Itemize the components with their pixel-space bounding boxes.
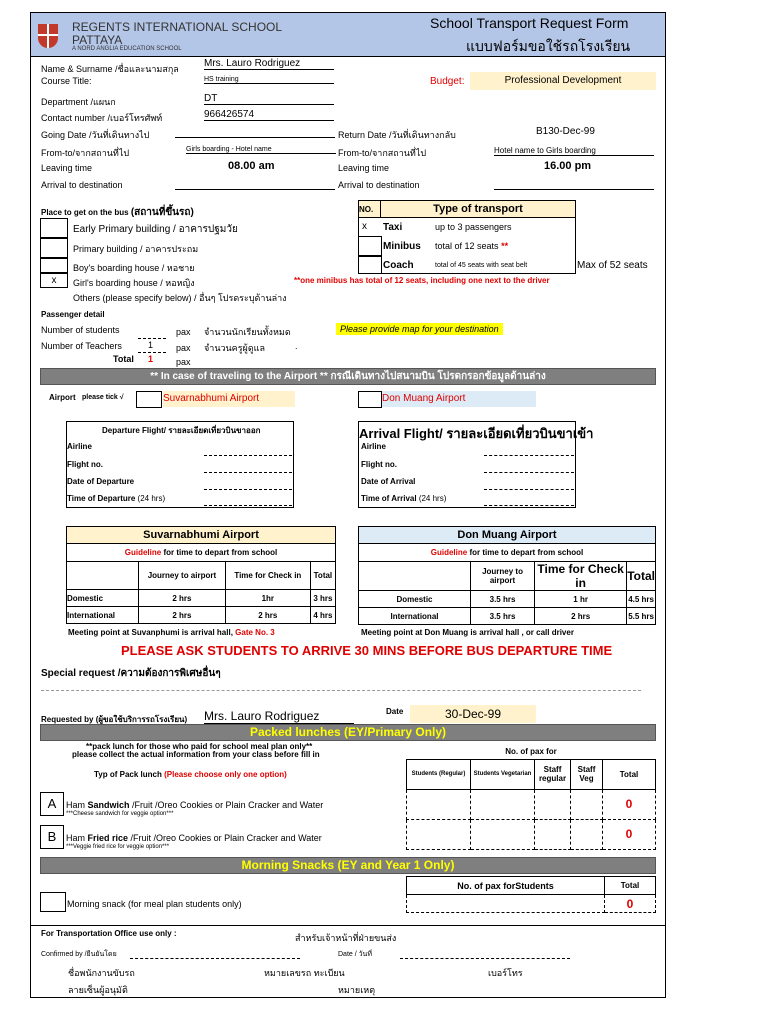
lunch-col-students-veg: Students Vegetarian — [471, 759, 535, 789]
suv-total-header: Total — [310, 562, 335, 590]
lunch-a-staff-veg[interactable] — [571, 789, 603, 819]
teachers-pax: pax — [176, 343, 191, 353]
going-date-label: Going Date /วันที่เดินทางไป — [41, 130, 150, 140]
lunch-note-1: **pack lunch for those who paid for school meal plan only** — [86, 742, 313, 751]
departure-flightno-field[interactable] — [204, 472, 292, 473]
arrival-time-field[interactable] — [484, 505, 574, 506]
bus-option-checkbox-1[interactable] — [40, 238, 68, 258]
map-note: Please provide map for your destination — [336, 323, 503, 335]
budget-field[interactable]: Professional Development — [470, 72, 656, 90]
lunch-option-b-veg: ***Veggie fried rice for veggie option*** — [66, 844, 170, 850]
lunch-option-b-box[interactable]: B — [40, 825, 64, 849]
return-date-label: Return Date /วันที่เดินทางกลับ — [338, 130, 456, 140]
dm-row-checkin: 1 hr — [535, 591, 627, 608]
dm-guideline: Guideline for time to depart from school — [359, 544, 656, 562]
suv-guideline: Guideline for time to depart from school — [67, 544, 336, 562]
driver-name-label: ชื่อพนักงานขับรถ — [68, 968, 135, 978]
arrival-airline-label: Airline — [361, 442, 386, 451]
arrival-label-1: Arrival to destination — [41, 180, 123, 190]
confirmed-by-field[interactable] — [130, 958, 300, 959]
department-field[interactable]: DT — [204, 93, 334, 105]
form-title: School Transport Request Form — [430, 15, 629, 31]
school-crest-icon — [38, 24, 58, 48]
leaving-time-field-2[interactable]: 16.00 pm — [544, 160, 592, 172]
budget-label: Budget: — [430, 76, 465, 87]
snack-table — [406, 876, 656, 913]
return-date-field[interactable]: B130-Dec-99 — [536, 126, 595, 137]
snack-total-header: Total — [605, 877, 656, 895]
teachers-dot: . — [295, 341, 298, 351]
don-muang-guideline-table — [358, 526, 656, 625]
suvarnabhumi-guideline-table — [66, 526, 336, 624]
snack-label: Morning snack (for meal plan students only) — [67, 899, 242, 909]
remark-label: หมายเหตุ — [338, 985, 376, 995]
office-divider — [31, 925, 665, 926]
lunch-col-students-regular: Students (Regular) — [407, 759, 471, 789]
suv-row-type: Domestic — [67, 590, 139, 607]
departure-time-label: Time of Departure (24 hrs) — [67, 494, 166, 503]
leaving-time-label-2: Leaving time — [338, 163, 390, 173]
lunch-pax-table — [406, 744, 656, 850]
office-title: For Transportation Office use only : — [41, 929, 177, 938]
lunch-option-a-box[interactable]: A — [40, 792, 64, 816]
department-label: Department /แผนก — [41, 97, 116, 107]
office-date-field[interactable] — [400, 958, 570, 959]
departure-time-field[interactable] — [204, 505, 292, 506]
transport-name-minibus: Minibus — [383, 241, 421, 252]
snack-total-value: 0 — [605, 895, 656, 913]
transport-checkbox-minibus[interactable] — [358, 236, 382, 256]
transport-no-header: NO. — [359, 201, 381, 218]
arrival-label-2: Arrival to destination — [338, 180, 420, 190]
dm-table-title: Don Muang Airport — [359, 527, 656, 544]
bus-option-label-0: Early Primary building / อาคารปฐมวัย — [73, 224, 238, 235]
arrival-airline-field[interactable] — [484, 455, 574, 456]
special-request-label: Special request /ความต้องการพิเศษอื่นๆ — [41, 668, 221, 679]
dm-row-journey: 3.5 hrs — [471, 591, 535, 608]
leaving-time-label-1: Leaving time — [41, 163, 93, 173]
school-name-line2: PATTAYA — [72, 33, 123, 47]
lunch-a-total: 0 — [603, 789, 656, 819]
passenger-title: Passenger detail — [41, 310, 105, 319]
dm-journey-header: Journey to airport — [471, 562, 535, 591]
total-pax: pax — [176, 357, 191, 367]
suv-checkin-header: Time for Check in — [225, 562, 310, 590]
suv-row-type: International — [67, 607, 139, 624]
requested-date-label: Date — [386, 707, 404, 716]
lunch-option-b-label: Ham Fried rice /Fruit /Oreo Cookies or Plain Cracker and Water — [66, 833, 322, 843]
lunch-pax-header: No. of pax for — [407, 744, 656, 759]
lunch-col-total: Total — [603, 759, 656, 789]
lunch-col-staff-veg: Staff Veg — [571, 759, 603, 789]
lunch-option-a-veg: ***Cheese sandwich for veggie option*** — [66, 811, 174, 817]
contact-label: Contact number /เบอร์โทรศัพท์ — [41, 113, 163, 123]
students-field[interactable] — [138, 338, 166, 339]
lunch-b-total: 0 — [603, 819, 656, 849]
teachers-field[interactable]: 1 — [148, 340, 154, 350]
departure-flightno-label: Flight no. — [67, 460, 103, 469]
minibus-note: **one minibus has total of 12 seats, including one next to the driver — [294, 276, 550, 285]
transport-type-header: Type of transport — [381, 201, 575, 218]
dm-row-journey: 3.5 hrs — [471, 608, 535, 625]
students-thai: จำนวนนักเรียนทั้งหมด — [204, 327, 291, 337]
total-value: 1 — [148, 354, 154, 364]
arrival-flightno-field[interactable] — [484, 472, 574, 473]
dm-blank-header — [359, 562, 471, 591]
suv-journey-header: Journey to airport — [139, 562, 226, 590]
arrival-notice: PLEASE ASK STUDENTS TO ARRIVE 30 MINS BEFORE BUS DEPARTURE TIME — [121, 643, 613, 658]
lunch-note-2: please collect the actual information from your class before fill in — [72, 750, 320, 759]
dm-total-header: Total — [627, 562, 656, 591]
suv-blank-header — [67, 562, 139, 590]
bus-option-label-4: Others (please specify below) / อื่นๆ โปรดระบุด้านล่าง — [73, 293, 287, 303]
suvarnabhumi-label: Suvarnabhumi Airport — [163, 391, 295, 407]
departure-date-field[interactable] — [204, 489, 292, 490]
transport-desc-coach: total of 45 seats with seat belt — [435, 262, 528, 269]
bus-option-label-2: Boy's boarding house / หอชาย — [73, 263, 195, 273]
requested-date-field[interactable]: 30-Dec-99 — [410, 705, 536, 723]
arrival-flight-title: Arrival Flight/ รายละเอียดเที่ยวบินขาเข้า — [359, 426, 594, 441]
transport-coach-max: Max of 52 seats — [577, 260, 648, 271]
total-label: Total — [113, 354, 134, 364]
requested-by-label: Requested by (ผู้ขอใช้บริการรถโรงเรียน) — [41, 715, 188, 724]
dm-meeting-point: Meeting point at Don Muang is arrival hall , or call driver — [361, 628, 574, 637]
arrival-flightno-label: Flight no. — [361, 460, 397, 469]
snack-pax-field[interactable] — [407, 895, 605, 913]
suv-meeting-point: Meeting point at Suvanphumi is arrival hall, Gate No. 3 — [68, 628, 275, 637]
arrival-date-label: Date of Arrival — [361, 477, 416, 486]
lunch-a-staff-regular[interactable] — [535, 789, 571, 819]
arrival-field-2[interactable] — [494, 189, 654, 190]
lunch-a-students-veg[interactable] — [471, 789, 535, 819]
leaving-time-field-1[interactable]: 08.00 am — [228, 160, 275, 172]
transport-desc-minibus: total of 12 seats ** — [435, 241, 509, 251]
name-label: Name & Surname /ชื่อและนามสกุล — [41, 64, 179, 74]
snack-checkbox[interactable] — [40, 892, 66, 912]
teachers-thai: จำนวนครูผู้ดูแล — [204, 343, 265, 353]
departure-airline-label: Airline — [67, 442, 92, 451]
suv-table-title: Suvarnabhumi Airport — [67, 527, 336, 544]
suv-row-journey: 2 hrs — [139, 607, 226, 624]
suv-row-checkin: 1hr — [225, 590, 310, 607]
bus-option-checkbox-0[interactable] — [40, 218, 68, 238]
dm-checkin-header: Time for Check in — [535, 562, 627, 591]
students-label: Number of students — [41, 325, 120, 335]
teachers-label: Number of Teachers — [41, 341, 122, 351]
office-title-thai: สำหรับเจ้าหน้าที่ฝ่ายขนส่ง — [295, 933, 397, 943]
transport-mark-taxi[interactable]: x — [362, 221, 367, 232]
suv-row-total: 4 hrs — [310, 607, 335, 624]
bus-option-checkbox-2[interactable] — [40, 258, 68, 273]
lunch-b-staff-regular[interactable] — [535, 819, 571, 849]
office-date-label: Date / วันที่ — [338, 951, 372, 958]
lunch-col-staff-regular: Staff regular — [535, 759, 571, 789]
confirmed-by-label: Confirmed by /ยืนยันโดย — [41, 951, 117, 958]
lunch-b-staff-veg[interactable] — [571, 819, 603, 849]
students-pax: pax — [176, 327, 191, 337]
dm-row-type: Domestic — [359, 591, 471, 608]
arrival-time-label: Time of Arrival (24 hrs) — [361, 494, 447, 503]
lunch-b-students-veg[interactable] — [471, 819, 535, 849]
phone-label: เบอร์โทร — [488, 968, 523, 978]
departure-date-label: Date of Departure — [67, 477, 135, 486]
departure-flight-title: Departure Flight/ รายละเอียดเที่ยวบินขาออก — [102, 426, 261, 435]
don-muang-checkbox[interactable] — [358, 391, 382, 408]
transport-name-taxi: Taxi — [383, 222, 403, 233]
dm-row-checkin: 2 hrs — [535, 608, 627, 625]
bus-place-title: Place to get on the bus (สถานที่ขึ้นรถ) — [41, 207, 194, 218]
suv-row-total: 3 hrs — [310, 590, 335, 607]
course-field[interactable]: HS training — [204, 76, 334, 84]
form-title-thai: แบบฟอร์มขอใช้รถโรงเรียน — [466, 38, 631, 54]
course-label: Course Title: — [41, 76, 92, 86]
lunch-option-a-label: Ham Sandwich /Fruit /Oreo Cookies or Plain Cracker and Water — [66, 800, 324, 810]
suvarnabhumi-checkbox[interactable] — [136, 391, 162, 408]
suv-row-journey: 2 hrs — [139, 590, 226, 607]
lunch-b-students-regular[interactable] — [407, 819, 471, 849]
bus-option-label-1: Primary building / อาคารประถม — [73, 244, 199, 254]
from-to-label-2: From-to/จากสถานที่ไป — [338, 148, 427, 158]
bus-option-label-3: Girl's boarding house / หอหญิง — [73, 278, 195, 288]
from-to-field-2[interactable]: Hotel name to Girls boarding — [494, 146, 654, 156]
transport-name-coach: Coach — [383, 260, 414, 271]
airport-bar: ** In case of traveling to the Airport ** กรณีเดินทางไปสนามบิน โปรดกรอกข้อมูลด้านล่าง — [40, 368, 656, 385]
lunch-type-label: Typ of Pack lunch (Please choose only one option) — [94, 770, 287, 779]
snack-pax-header: No. of pax forStudents — [407, 877, 605, 895]
suv-row-checkin: 2 hrs — [225, 607, 310, 624]
morning-snack-bar: Morning Snacks (EY and Year 1 Only) — [40, 857, 656, 874]
dm-row-total: 4.5 hrs — [627, 591, 656, 608]
vehicle-number-label: หมายเลขรถ ทะเบียน — [264, 968, 345, 978]
school-name-line1: REGENTS INTERNATIONAL SCHOOL — [72, 20, 283, 34]
departure-airline-field[interactable] — [204, 455, 292, 456]
school-tagline: A NORD ANGLIA EDUCATION SCHOOL — [72, 46, 182, 52]
transport-desc-taxi: up to 3 passengers — [435, 222, 512, 232]
going-date-field[interactable] — [175, 137, 335, 138]
airport-tick-label: please tick √ — [82, 394, 124, 401]
dm-row-total: 5.5 hrs — [627, 608, 656, 625]
contact-field[interactable]: 966426574 — [204, 109, 334, 121]
transport-checkbox-coach[interactable] — [358, 256, 382, 274]
from-to-label-1: From-to/จากสถานที่ไป — [41, 148, 130, 158]
packed-lunch-bar: Packed lunches (EY/Primary Only) — [40, 724, 656, 741]
don-muang-label: Don Muang Airport — [382, 391, 536, 407]
bus-option-checkbox-3[interactable]: x — [40, 273, 68, 288]
airport-label: Airport — [49, 393, 76, 402]
special-request-field[interactable] — [41, 690, 641, 691]
from-to-field-1[interactable]: Girls boarding - Hotel name — [186, 146, 336, 154]
lunch-a-students-regular[interactable] — [407, 789, 471, 819]
dm-row-type: International — [359, 608, 471, 625]
name-field[interactable]: Mrs. Lauro Rodriguez — [204, 58, 334, 70]
approver-signature-label: ลายเซ็นผู้อนุมัติ — [68, 985, 128, 995]
arrival-field-1[interactable] — [175, 189, 335, 190]
teachers-underline — [138, 352, 166, 353]
arrival-date-field[interactable] — [484, 489, 574, 490]
requested-by-field[interactable]: Mrs. Lauro Rodriguez — [204, 709, 354, 724]
